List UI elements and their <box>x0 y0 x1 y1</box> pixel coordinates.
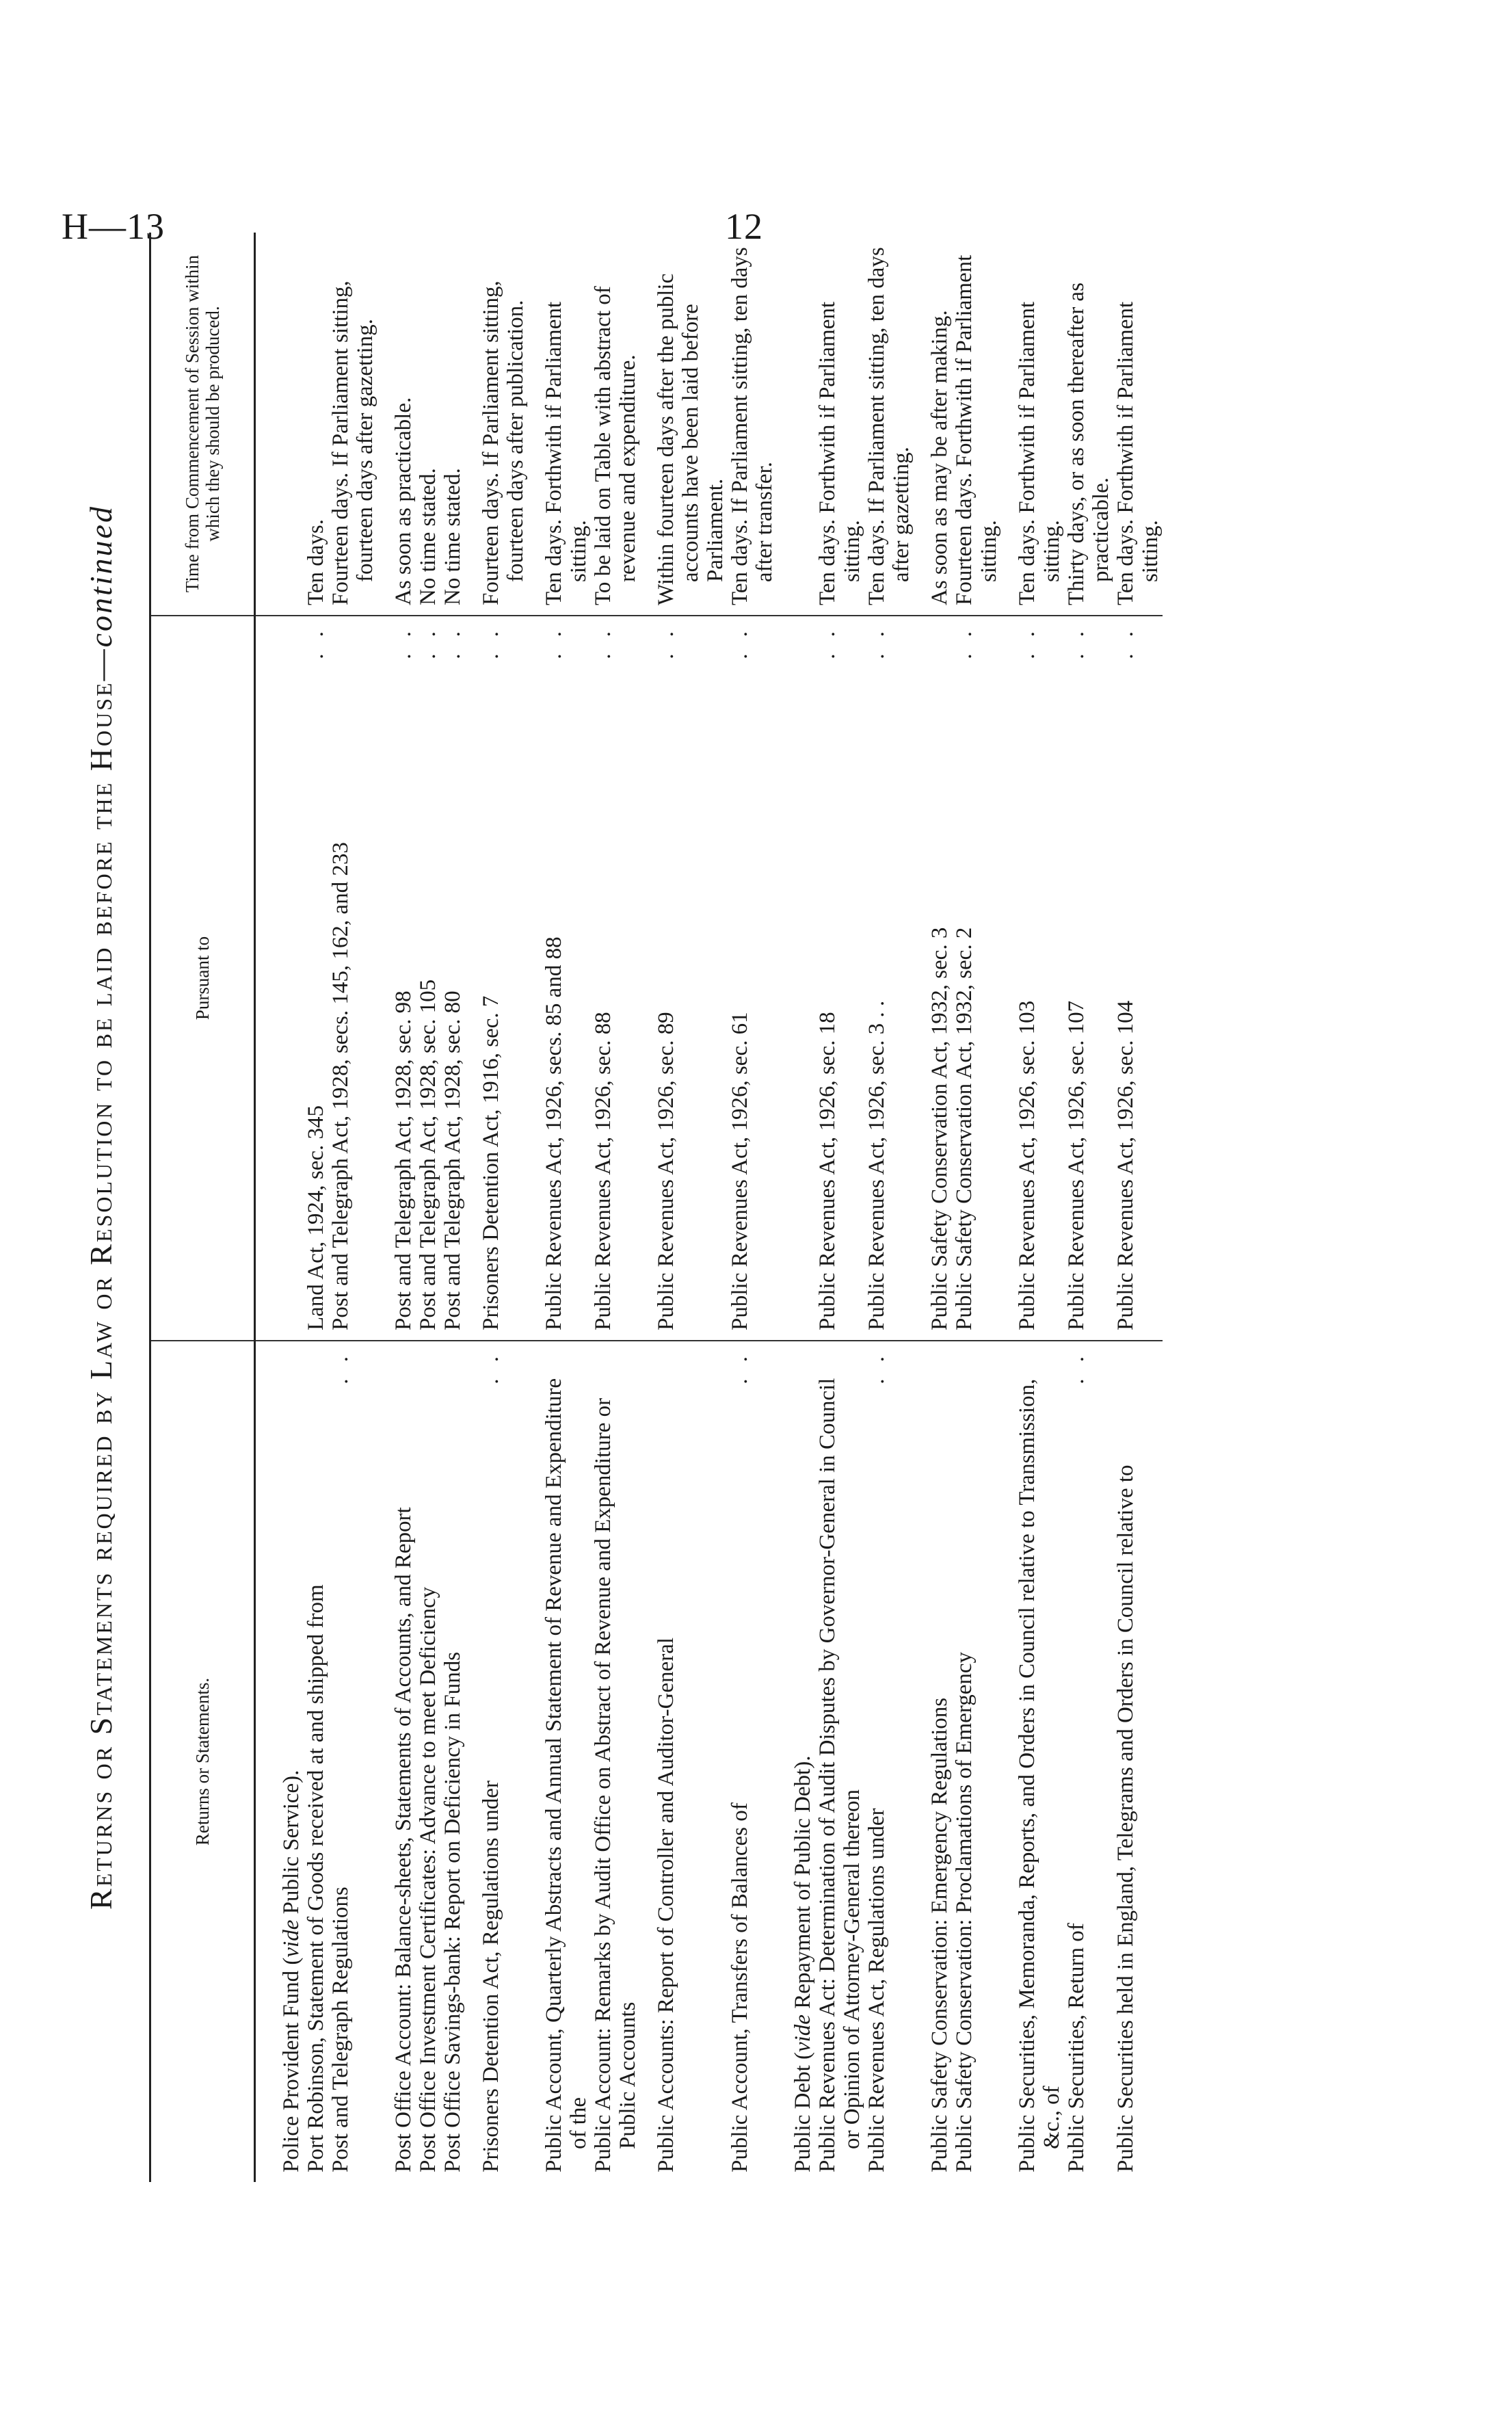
leader-dots <box>952 1351 977 1652</box>
table-row <box>528 233 591 2182</box>
cell-returns <box>528 1341 591 2182</box>
cell-pursuant <box>440 616 465 1341</box>
returns-text: Public Revenues Act, Regulations under <box>864 1808 889 2172</box>
cell-time <box>640 233 728 616</box>
cell-time <box>864 233 914 616</box>
time-text: No time stated. <box>416 468 440 605</box>
leader-dots <box>391 1351 416 1507</box>
pursuant-text: Public Revenues Act, 1926, sec. 89 <box>654 1012 678 1330</box>
returns-text: Public Safety Conservation: Emergency Regulations <box>927 1697 952 2172</box>
time-text: Ten days. Forthwith if Parliament sitting. <box>1113 301 1163 605</box>
cell-pursuant <box>777 616 815 1341</box>
returns-text: Public Revenues Act: Determination of Audit Disputes by Governor-General in Council or Opinion of Attorney-General thereon <box>815 1378 864 2172</box>
cell-pursuant <box>328 616 377 1341</box>
cell-returns <box>914 1341 952 2182</box>
cell-pursuant <box>815 616 864 1341</box>
returns-italic-text: vide <box>279 1919 304 1958</box>
cell-returns <box>952 1341 1001 2182</box>
leader-dots <box>304 1351 328 1584</box>
cell-returns <box>328 1341 377 2182</box>
leader-dots <box>927 1351 952 1698</box>
cell-returns <box>591 1341 640 2182</box>
leader-dots: . . <box>416 626 440 659</box>
cell-returns <box>864 1341 914 2182</box>
cell-time <box>777 233 815 616</box>
returns-text: Police Provident Fund ( <box>279 1957 304 2172</box>
time-text: Ten days. Forthwith if Parliament sitting. <box>815 301 864 605</box>
cell-time <box>815 233 864 616</box>
returns-text: Post Office Savings-bank: Report on Deficiency in Funds <box>440 1651 465 2172</box>
table-row <box>914 233 952 2182</box>
cell-returns <box>440 1341 465 2182</box>
cell-time <box>528 233 591 616</box>
cell-time <box>377 233 416 616</box>
leader-dots <box>1113 1351 1138 1464</box>
pursuant-text: Public Revenues Act, 1926, sec. 107 <box>1064 1000 1089 1330</box>
cell-time <box>304 233 328 616</box>
cell-returns <box>465 1341 528 2182</box>
cell-time <box>1001 233 1064 616</box>
leader-dots <box>654 1351 678 1638</box>
column-header-pursuant: Pursuant to <box>150 616 255 1341</box>
cell-returns <box>416 1341 440 2182</box>
pursuant-text: Prisoners Detention Act, 1916, sec. 7 <box>479 995 503 1330</box>
cell-pursuant <box>864 616 914 1341</box>
leader-dots <box>440 1351 465 1652</box>
table-row <box>864 233 914 2182</box>
pursuant-text: Public Revenues Act, 1926, sec. 103 <box>1015 1000 1039 1330</box>
time-text: As soon as practicable. <box>391 397 416 605</box>
leader-dots <box>1015 1351 1064 1361</box>
leader-dots: . . <box>654 626 678 659</box>
cell-time <box>728 233 777 616</box>
cell-returns <box>640 1341 728 2182</box>
cell-pursuant <box>1113 616 1163 1341</box>
time-text: Fourteen days. If Parliament sitting, fourteen days after publication. <box>479 280 528 605</box>
table-title-continued: continued <box>83 505 118 648</box>
cell-returns <box>815 1341 864 2182</box>
leader-dots: . . <box>1064 1351 1089 1384</box>
returns-text: Post and Telegraph Regulations <box>328 1887 353 2172</box>
table-row <box>1064 233 1113 2182</box>
leader-dots: . . <box>864 626 889 659</box>
leader-dots: . . <box>391 626 416 659</box>
cell-time <box>416 233 440 616</box>
table-row <box>440 233 465 2182</box>
leader-dots <box>927 626 952 928</box>
returns-text: Public Securities, Memoranda, Reports, and Orders in Council relative to Transmission, &c., of <box>1015 1378 1064 2172</box>
time-text: Ten days. If Parliament sitting, ten days after transfer. <box>728 247 777 605</box>
time-text: Within fourteen days after the public accounts have been laid before Parliament. <box>654 273 728 605</box>
table-row <box>465 233 528 2182</box>
time-text: Thirty days, or as soon thereafter as practicable. <box>1064 282 1113 605</box>
table-row <box>377 233 416 2182</box>
cell-time <box>279 233 304 616</box>
leader-dots: . . <box>328 1351 353 1384</box>
leader-dots: . . <box>542 626 566 659</box>
table-row <box>591 233 640 2182</box>
cell-pursuant <box>640 616 728 1341</box>
pursuant-text: Public Revenues Act, 1926, sec. 104 <box>1113 1000 1138 1330</box>
pursuant-text: Post and Telegraph Act, 1928, secs. 145, 162, and 233 <box>328 842 353 1330</box>
table-row <box>304 233 328 2182</box>
cell-time <box>1064 233 1113 616</box>
pursuant-text: Public Revenues Act, 1926, sec. 88 <box>591 1012 615 1330</box>
time-text: No time stated. <box>440 468 465 605</box>
leader-dots: . . <box>728 1351 752 1384</box>
table-title-main: Returns or Statements required by Law or Resolution to be laid before the House— <box>83 647 118 1910</box>
pursuant-text: Public Safety Conservation Act, 1932, sec. 3 <box>927 927 952 1330</box>
pursuant-text: Public Revenues Act, 1926, sec. 3 . . <box>864 1000 889 1330</box>
time-text: Fourteen days. If Parliament sitting, fourteen days after gazetting. <box>328 280 377 605</box>
returns-text: Prisoners Detention Act, Regulations under <box>479 1780 503 2172</box>
leader-dots: . . <box>591 626 615 659</box>
leader-dots: . . <box>304 626 328 659</box>
returns-text: Public Account, Quarterly Abstracts and Annual Statement of Revenue and Expenditure of the <box>542 1378 591 2172</box>
cell-time <box>914 233 952 616</box>
leader-dots <box>279 1351 304 1770</box>
cell-pursuant <box>952 616 1001 1341</box>
cell-returns <box>1113 1341 1163 2182</box>
time-text: As soon as may be after making. <box>927 310 952 605</box>
returns-text: Public Account: Remarks by Audit Office on Abstract of Revenue and Expenditure or Public Accounts <box>591 1397 640 2172</box>
cell-pursuant <box>591 616 640 1341</box>
time-text: To be laid on Table with abstract of revenue and expenditure. <box>591 286 640 605</box>
cell-time <box>1113 233 1163 616</box>
leader-dots <box>416 1351 440 1587</box>
leader-dots: . . <box>864 1351 889 1384</box>
time-text: Ten days. Forthwith if Parliament sitting. <box>542 301 591 605</box>
cell-returns <box>777 1341 815 2182</box>
pursuant-text: Public Revenues Act, 1926, sec. 61 <box>728 1012 752 1330</box>
returns-text: Repayment of Public Debt). <box>791 1755 815 2015</box>
leader-dots <box>591 1351 640 1361</box>
pursuant-text: Public Revenues Act, 1926, secs. 85 and 88 <box>542 936 566 1330</box>
cell-pursuant <box>728 616 777 1341</box>
returns-text: Public Safety Conservation: Proclamations of Emergency <box>952 1652 977 2172</box>
pursuant-text: Post and Telegraph Act, 1928, sec. 105 <box>416 979 440 1330</box>
cell-returns <box>279 1341 304 2182</box>
cell-time <box>440 233 465 616</box>
time-text: Ten days. If Parliament sitting, ten days after gazetting. <box>864 247 914 605</box>
table-body <box>255 233 1163 2182</box>
pursuant-text: Public Revenues Act, 1926, sec. 18 <box>815 1012 840 1330</box>
cell-time <box>328 233 377 616</box>
table-row <box>952 233 1001 2182</box>
time-text: Ten days. <box>304 519 328 605</box>
pursuant-text: Land Act, 1924, sec. 345 <box>304 1105 328 1330</box>
returns-text: Public Securities held in England, Telegrams and Orders in Council relative to <box>1113 1464 1138 2172</box>
leader-dots: . . <box>440 626 465 659</box>
cell-returns <box>1001 1341 1064 2182</box>
returns-italic-text: vide <box>791 2014 815 2053</box>
cell-pursuant <box>416 616 440 1341</box>
table-row <box>815 233 864 2182</box>
leader-dots: . . <box>479 1351 503 1384</box>
cell-pursuant <box>304 616 328 1341</box>
leader-dots <box>328 626 353 842</box>
returns-text: Public Securities, Return of <box>1064 1923 1089 2172</box>
leader-dots <box>815 1351 864 1361</box>
leader-dots: . . <box>952 626 977 659</box>
document-code: H—13 <box>62 206 165 247</box>
table-row <box>728 233 777 2182</box>
pursuant-text: Public Safety Conservation Act, 1932, sec. 2 <box>952 927 977 1330</box>
leader-dots <box>791 1351 815 1756</box>
page-number: 12 <box>725 206 763 247</box>
table-row <box>279 233 304 2182</box>
table-row <box>777 233 815 2182</box>
returns-table <box>149 233 1163 2182</box>
returns-text: Post Office Investment Certificates: Advance to meet Deficiency <box>416 1586 440 2172</box>
leader-dots: . . <box>1015 626 1039 659</box>
table-row <box>1113 233 1163 2182</box>
returns-text: Public Debt ( <box>791 2052 815 2172</box>
cell-pursuant <box>1001 616 1064 1341</box>
returns-text: Public Account, Transfers of Balances of <box>728 1802 752 2172</box>
table-header-row <box>150 233 255 2182</box>
cell-returns <box>728 1341 777 2182</box>
returns-text: Public Service). <box>279 1770 304 1920</box>
cell-pursuant <box>528 616 591 1341</box>
table-row <box>328 233 377 2182</box>
cell-pursuant <box>279 616 304 1341</box>
time-text: Ten days. Forthwith if Parliament sitting. <box>1015 301 1064 605</box>
column-header-returns: Returns or Statements. <box>150 1341 255 2182</box>
rotated-table-block <box>53 233 1373 2182</box>
cell-pursuant <box>914 616 952 1341</box>
cell-time <box>465 233 528 616</box>
leader-dots <box>542 1351 591 1361</box>
time-text: Fourteen days. Forthwith if Parliament sitting. <box>952 254 1001 605</box>
table-row <box>640 233 728 2182</box>
cell-pursuant <box>1064 616 1113 1341</box>
cell-returns <box>304 1341 328 2182</box>
cell-time <box>952 233 1001 616</box>
returns-text: Public Accounts: Report of Controller and Auditor-General <box>654 1637 678 2172</box>
pursuant-text: Post and Telegraph Act, 1928, sec. 98 <box>391 990 416 1330</box>
leader-dots: . . <box>815 626 840 659</box>
returns-text: Post Office Account: Balance-sheets, Statements of Accounts, and Report <box>391 1507 416 2172</box>
leader-dots: . . <box>1064 626 1089 659</box>
cell-returns <box>377 1341 416 2182</box>
leader-dots: . . <box>1113 626 1138 659</box>
cell-pursuant <box>377 616 416 1341</box>
table-row <box>1001 233 1064 2182</box>
cell-returns <box>1064 1341 1113 2182</box>
table-row <box>416 233 440 2182</box>
leader-dots: . . <box>728 626 752 659</box>
table-title <box>53 233 149 2182</box>
column-header-time: Time from Commencement of Session within which they should be produced. <box>150 233 255 616</box>
pursuant-text: Post and Telegraph Act, 1928, sec. 80 <box>440 990 465 1330</box>
cell-pursuant <box>465 616 528 1341</box>
returns-text: Port Robinson, Statement of Goods received at and shipped from <box>304 1584 328 2172</box>
cell-time <box>591 233 640 616</box>
leader-dots: . . <box>479 626 503 659</box>
